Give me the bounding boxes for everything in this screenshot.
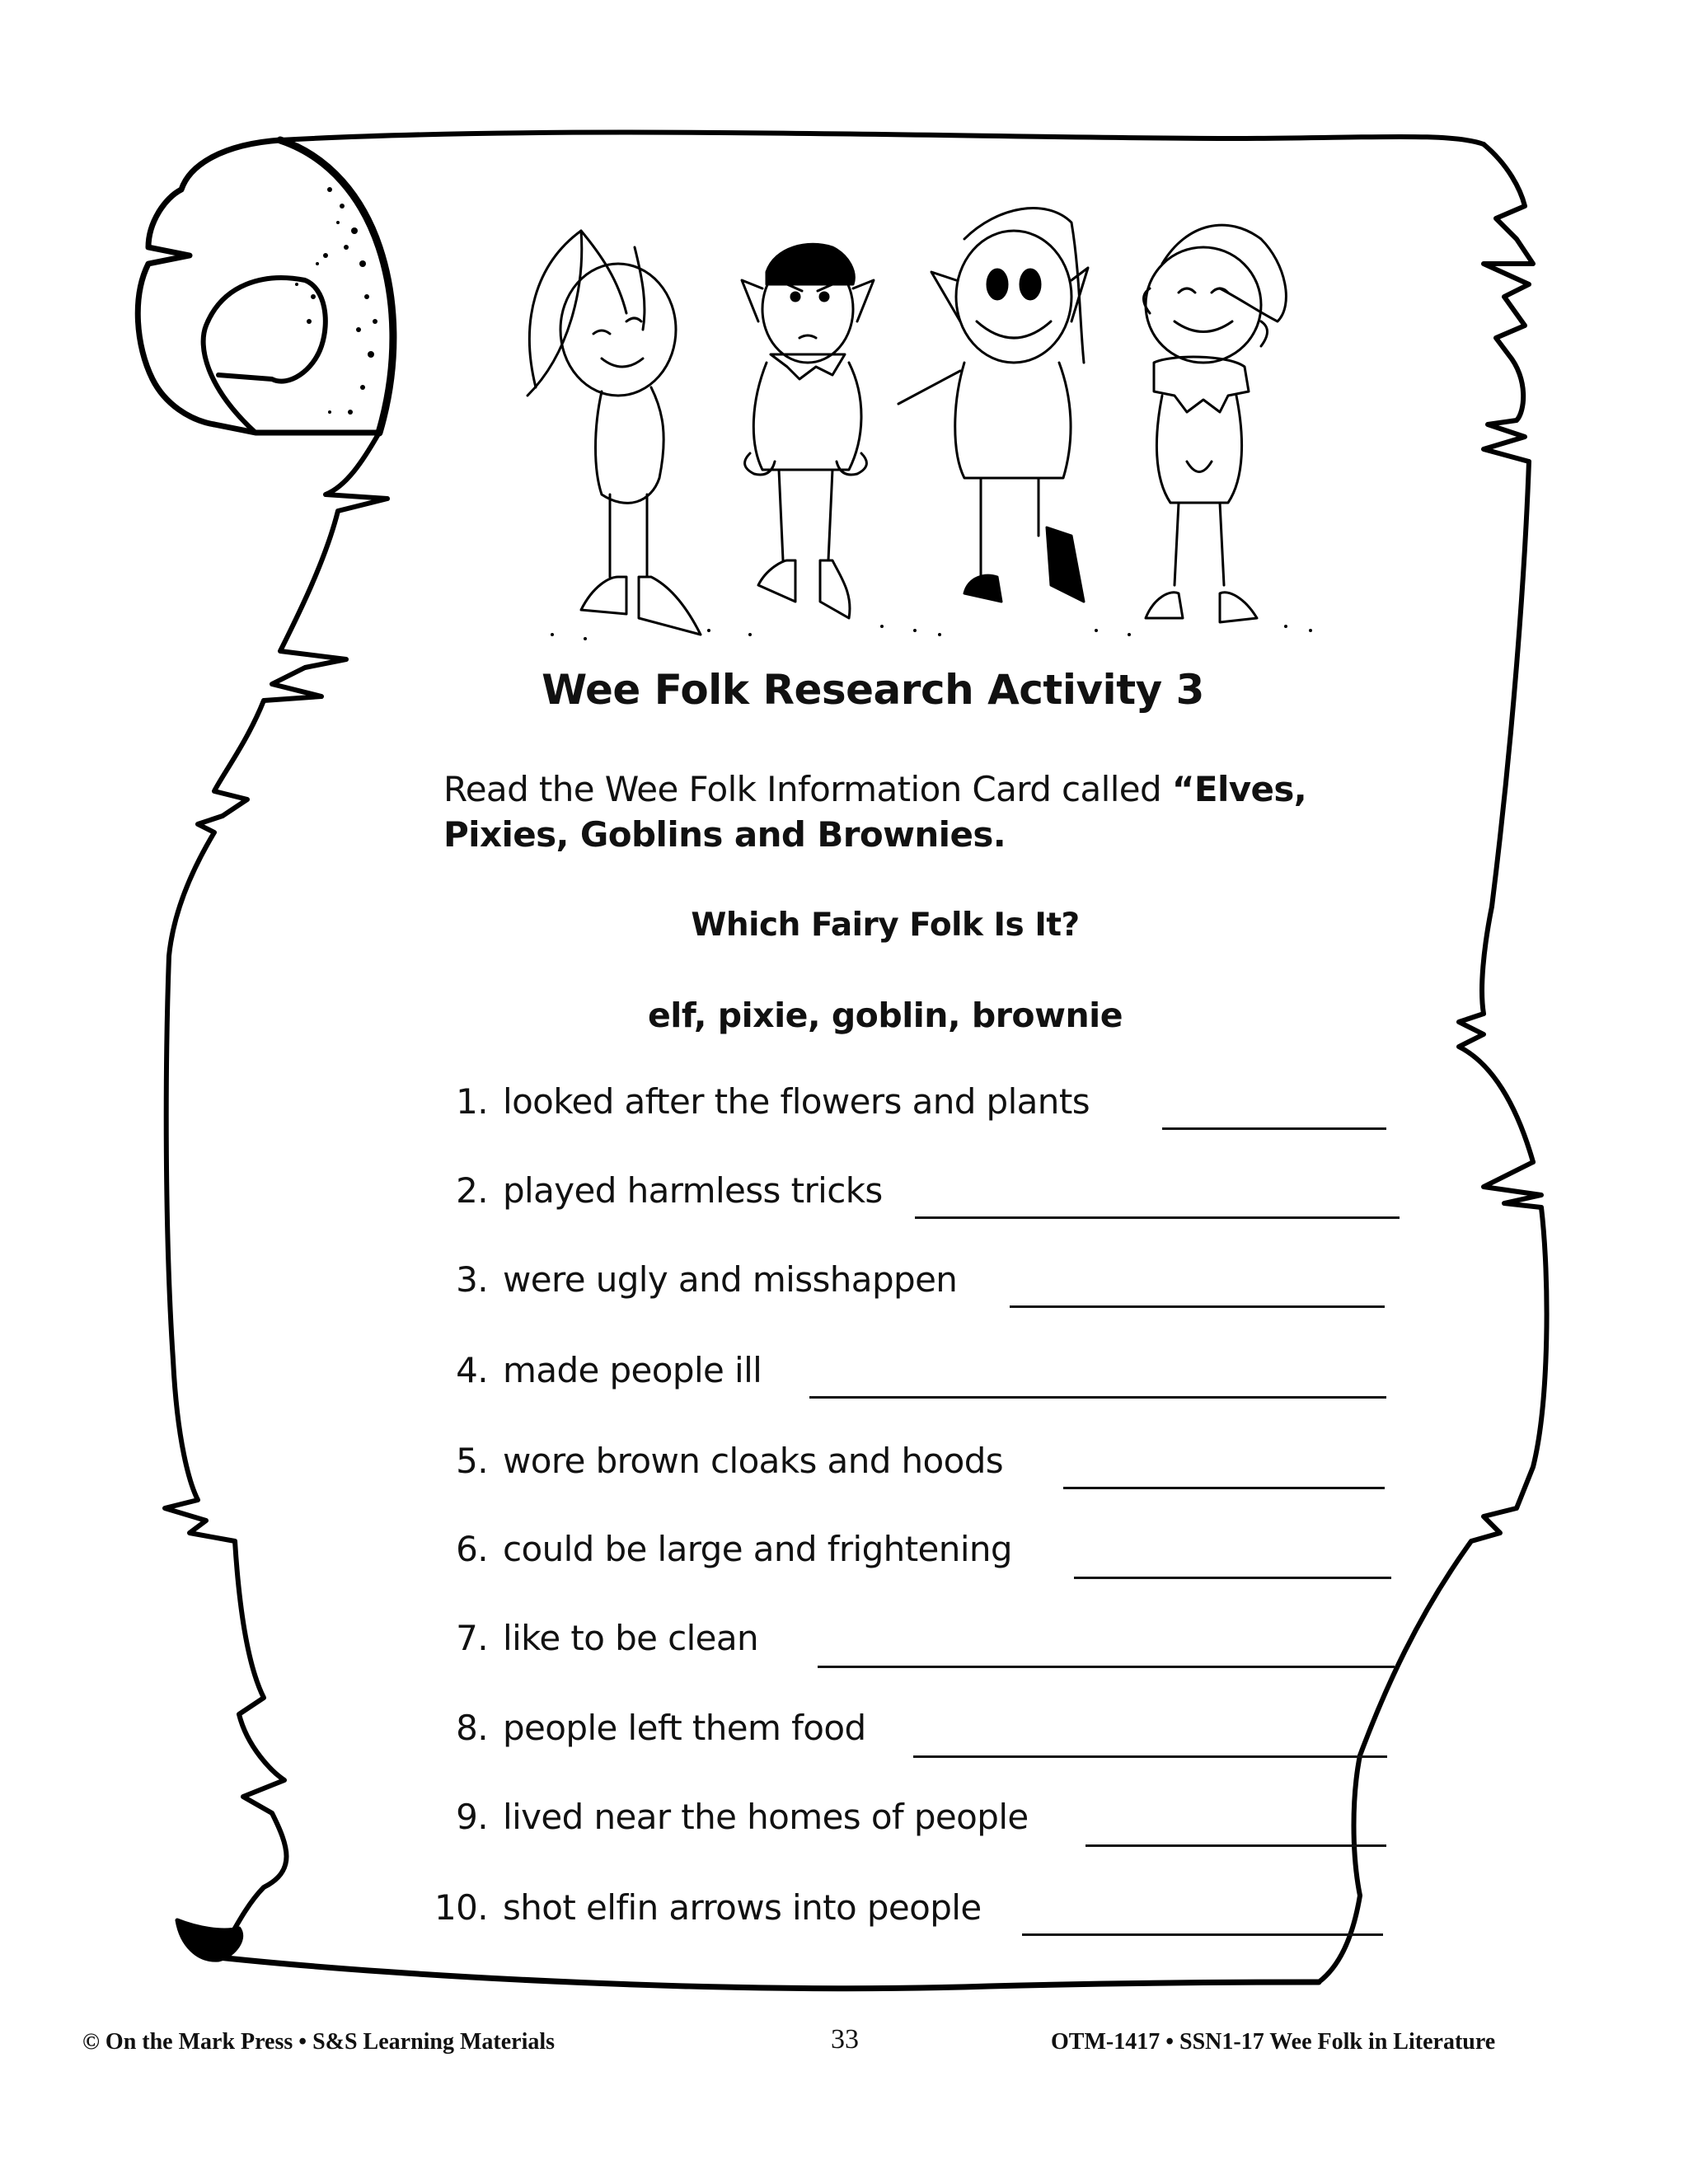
question-item [429,1441,1003,1481]
question-item [429,1708,866,1748]
question-number: 5. [456,1441,488,1481]
question-text: could be large and frightening [503,1529,1012,1569]
answer-blank[interactable] [915,1216,1400,1219]
question-number: 10. [434,1887,488,1928]
question-number: 3. [456,1259,488,1300]
answer-blank[interactable] [1085,1844,1386,1847]
question-number: 7. [456,1618,488,1658]
footer-copyright: © On the Mark Press • S&S Learning Materials [82,2029,556,2055]
answer-blank[interactable] [1063,1487,1385,1489]
question-number: 2. [456,1170,488,1211]
instructions-text: Read the Wee Folk Information Card called [443,769,1172,809]
answer-blank[interactable] [1010,1305,1385,1308]
answer-blank[interactable] [1074,1577,1391,1579]
question-number: 9. [456,1797,488,1837]
question-item [429,1259,957,1300]
activity-question: Which Fairy Folk Is It? [691,907,1080,944]
word-bank: elf, pixie, goblin, brownie [647,996,1123,1035]
question-text: were ugly and misshappen [503,1259,958,1300]
question-item [429,1350,762,1390]
page-number: 33 [831,2024,859,2055]
question-text: people left them food [503,1708,866,1748]
question-text: lived near the homes of people [503,1797,1029,1837]
wee-folk-illustration-icon [503,190,1360,651]
question-item [429,1887,982,1928]
question-number: 8. [456,1708,488,1748]
answer-blank[interactable] [818,1666,1395,1668]
question-item [429,1797,1029,1837]
question-number: 6. [456,1529,488,1569]
question-text: looked after the flowers and plants [503,1081,1090,1122]
info-card-title: “Elves, Pixies, Goblins and Brownies. [443,769,1307,855]
question-text: wore brown cloaks and hoods [503,1441,1004,1481]
question-text: shot elfin arrows into people [503,1887,982,1928]
answer-blank[interactable] [809,1396,1386,1399]
footer-product-code: OTM-1417 • SSN1-17 Wee Folk in Literature [1051,2029,1496,2055]
question-text: made people ill [503,1350,762,1390]
worksheet-title: Wee Folk Research Activity 3 [542,666,1204,714]
question-item [429,1529,1012,1569]
question-text: like to be clean [503,1618,759,1658]
answer-blank[interactable] [1162,1127,1386,1130]
question-number: 1. [456,1081,488,1122]
answer-blank[interactable] [913,1755,1387,1758]
question-item [429,1618,758,1658]
question-item [429,1081,1090,1122]
question-text: played harmless tricks [503,1170,883,1211]
question-item [429,1170,883,1211]
question-number: 4. [456,1350,488,1390]
instructions [443,766,1400,857]
answer-blank[interactable] [1022,1933,1383,1936]
